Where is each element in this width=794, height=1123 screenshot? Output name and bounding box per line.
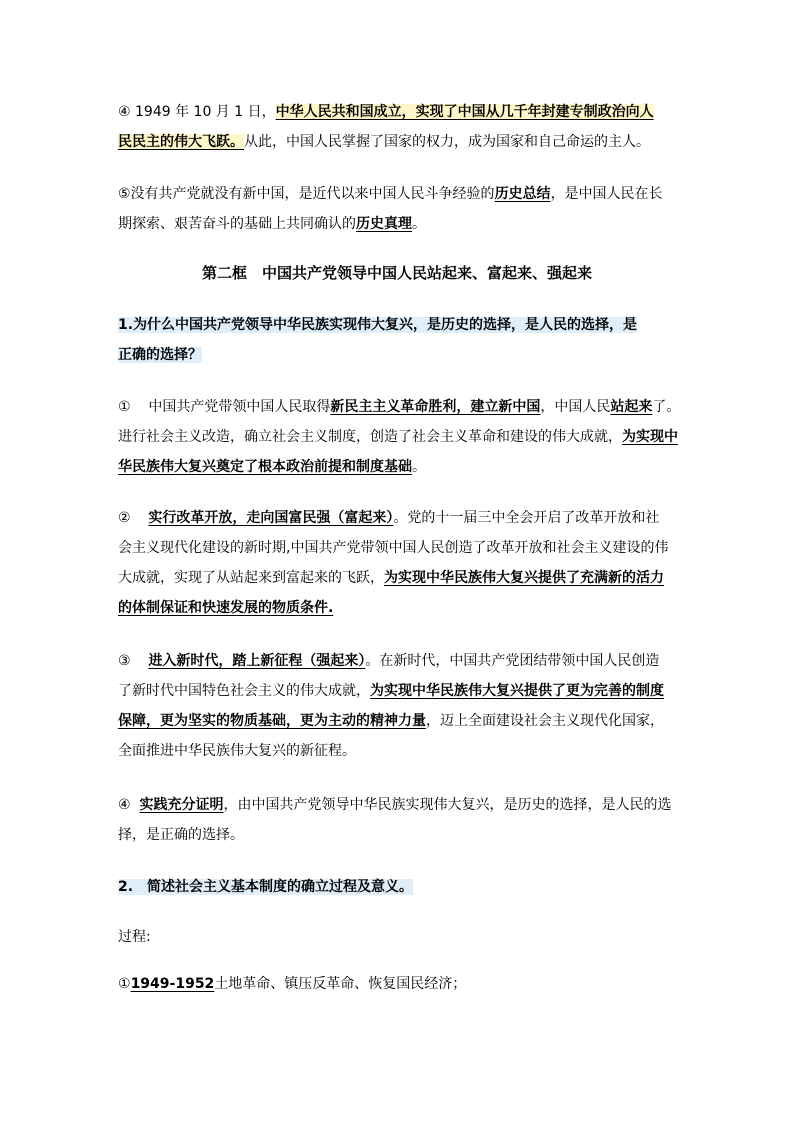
body-text: ，迈上全面建设社会主义现代化国家， — [426, 713, 664, 729]
question-text: 正确的选择？ — [118, 347, 202, 363]
underlined-text: 实行改革开放，走向国富民强（富起来） — [148, 510, 394, 526]
list-marker: ① — [118, 976, 131, 992]
underlined-text: 为实现中华民族伟大复兴提供了充满新的活力 — [384, 570, 664, 586]
label-text: 过程: — [118, 929, 151, 945]
answer-3 — [118, 646, 678, 766]
body-text: 。党的十一届三中全会开启了改革开放和社 — [393, 510, 660, 526]
list-marker: ④ — [118, 797, 131, 813]
body-text: 大成就，实现了从站起来到富起来的飞跃， — [118, 570, 384, 586]
question-text: 2. 简述社会主义基本制度的确立过程及意义。 — [118, 879, 414, 895]
body-text: 。 — [412, 216, 426, 232]
body-text: ，中国人民 — [540, 399, 611, 415]
highlighted-text: 中华人民共和国成立，实现了中国从几千年封建专制政治向人 — [275, 104, 654, 120]
body-text: ，是中国人民在长 — [550, 186, 663, 202]
underlined-text: 站起来 — [610, 399, 653, 415]
paragraph-founding — [118, 97, 678, 157]
body-text: 。 — [412, 459, 426, 475]
body-text: 全面推进中华民族伟大复兴的新征程。 — [118, 743, 356, 759]
body-text: ⑤没有共产党就没有新中国，是近代以来中国人民斗争经验的 — [118, 186, 495, 202]
highlighted-text: 民民主的伟大飞跃。 — [118, 134, 244, 150]
process-step-1 — [118, 969, 678, 999]
section-title: 第二框 中国共产党领导中国人民站起来、富起来、强起来 — [201, 264, 592, 282]
question-1 — [118, 310, 678, 370]
underlined-text: 新民主主义革命胜利，建立新中国 — [330, 399, 541, 415]
answer-2 — [118, 503, 678, 623]
underlined-text: 保障，更为坚实的物质基础，更为主动的精神力量 — [118, 713, 426, 729]
body-text: 从此，中国人民掌握了国家的权力，成为国家和自己命运的主人。 — [244, 134, 650, 150]
list-marker: ③ — [118, 653, 131, 669]
list-marker: ① — [118, 399, 131, 415]
body-text: 会主义现代化建设的新时期,中国共产党带领中国人民创造了改革开放和社会主义建设的伟 — [118, 540, 669, 556]
underlined-text: 进入新时代，踏上新征程（强起来） — [148, 653, 366, 669]
body-text: 择，是正确的选择。 — [118, 827, 244, 843]
question-text: 1.为什么中国共产党领导中华民族实现伟大复兴，是历史的选择，是人民的选择，是 — [118, 317, 638, 333]
body-text: 期探索、艰苦奋斗的基础上共同确认的 — [118, 216, 356, 232]
process-label — [118, 922, 678, 952]
underlined-text: 实践充分证明 — [139, 797, 224, 813]
answer-1 — [118, 392, 681, 482]
body-text: 进行社会主义改造，确立社会主义制度，创造了社会主义革命和建设的伟大成就， — [118, 429, 622, 445]
underlined-text: 为实现中 — [622, 429, 678, 445]
body-text: 了新时代中国特色社会主义的伟大成就， — [118, 683, 370, 699]
underlined-text: 历史总结 — [494, 186, 551, 202]
underlined-text: 1949-1952 — [130, 976, 215, 992]
body-text: 土地革命、镇压反革命、恢复国民经济； — [214, 976, 467, 992]
answer-4 — [118, 790, 678, 850]
body-text: ，由中国共产党领导中华民族实现伟大复兴，是历史的选择，是人民的选 — [223, 797, 672, 813]
body-text: 。在新时代，中国共产党团结带领中国人民创造 — [365, 653, 660, 669]
underlined-text: 的体制保证和快速发展的物质条件. — [118, 600, 334, 616]
underlined-text: 华民族伟大复兴奠定了根本政治前提和制度基础 — [118, 459, 412, 475]
paragraph-history-truth — [118, 179, 678, 239]
question-2 — [118, 872, 678, 902]
underlined-text: 为实现中华民族伟大复兴提供了更为完善的制度 — [370, 683, 664, 699]
underlined-text: 历史真理 — [356, 216, 412, 232]
list-marker: ④ — [118, 104, 131, 120]
list-marker: ② — [118, 510, 131, 526]
body-text: 中国共产党带领中国人民取得 — [148, 399, 331, 415]
date-text: 1949 年 10 月 1 日， — [130, 104, 276, 120]
body-text: 了。 — [652, 399, 681, 415]
